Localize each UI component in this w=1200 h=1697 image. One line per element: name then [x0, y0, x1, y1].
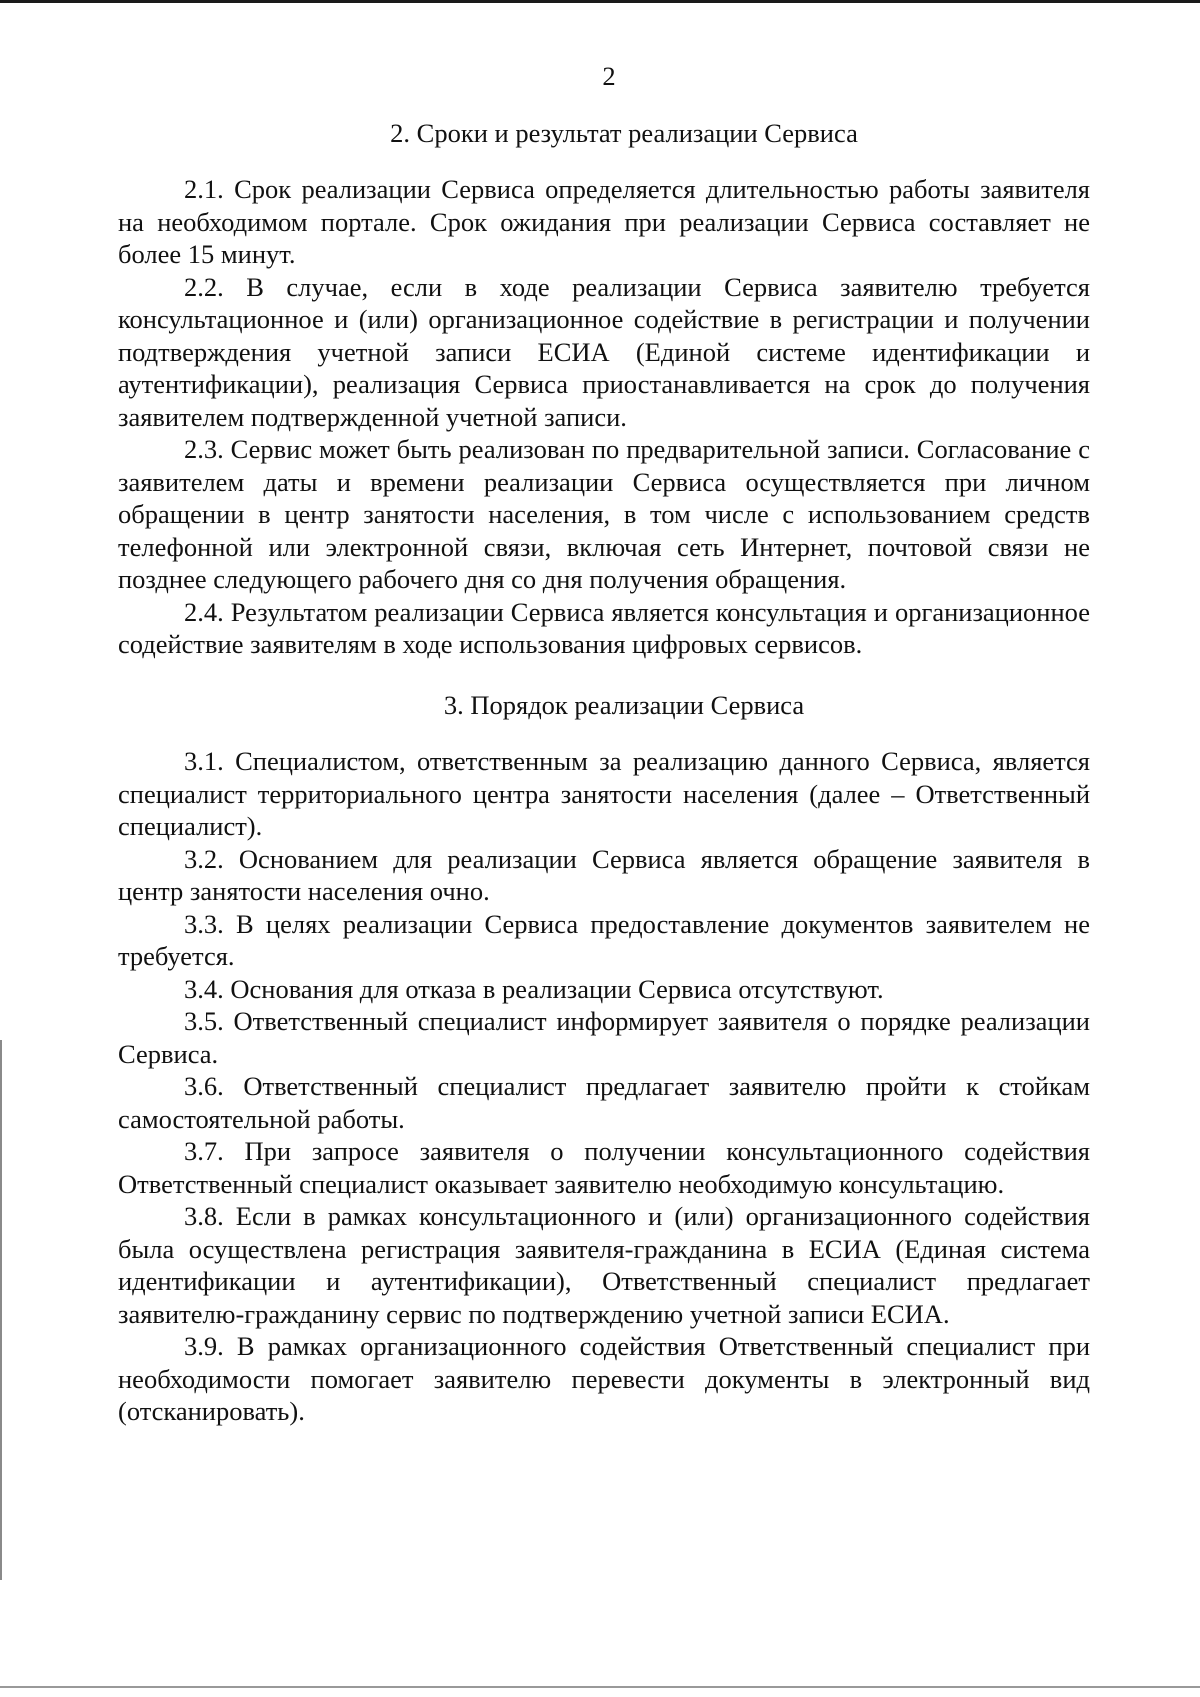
- section-heading-2: 2. Сроки и результат реализации Сервиса: [390, 117, 858, 148]
- paragraph-2-3: 2.3. Сервис может быть реализован по предварительной записи. Согласование с заявителем даты и времени реализации Сервиса осуществляется при личном обращении в центр занятости населения, в том числе с использованием средств телефонной или электронной связи, включая сеть Интернет, почтовой связи не позднее следующего рабочего дня со дня получения обращения.: [118, 434, 1090, 594]
- document-body: [118, 60, 1090, 1428]
- paragraph-3-5: 3.5. Ответственный специалист информирует заявителя о порядке реализации Сервиса.: [118, 1006, 1090, 1069]
- paragraph-3-4: 3.4. Основания для отказа в реализации Сервиса отсутствуют.: [184, 973, 884, 1004]
- paragraph-3-6: 3.6. Ответственный специалист предлагает заявителю пройти к стойкам самостоятельной работы.: [118, 1071, 1090, 1134]
- scan-left-edge: [0, 1040, 2, 1580]
- paragraph-2-1: 2.1. Срок реализации Сервиса определяется длительностью работы заявителя на необходимом портале. Срок ожидания при реализации Сервиса составляет не более 15 минут.: [118, 174, 1090, 269]
- paragraph-2-2: 2.2. В случае, если в ходе реализации Сервиса заявителю требуется консультационное и (или) организационное содействие в регистрации и получении подтверждения учетной записи ЕСИА (Единой системе идентификации и аутентификации), реализация Сервиса приостанавливается на срок до получения заявителем подтвержденной учетной записи.: [118, 271, 1090, 432]
- paragraph-3-9: 3.9. В рамках организационного содействия Ответственный специалист при необходимости помогает заявителю перевести документы в электронный вид (отсканировать).: [118, 1331, 1090, 1426]
- paragraph-3-3: 3.3. В целях реализации Сервиса предоставление документов заявителем не требуется.: [118, 908, 1090, 971]
- paragraph-2-4: 2.4. Результатом реализации Сервиса является консультация и организационное содействие заявителям в ходе использования цифровых сервисов.: [118, 596, 1090, 659]
- paragraph-3-1: 3.1. Специалистом, ответственным за реализацию данного Сервиса, является специалист территориального центра занятости населения (далее – Ответственный специалист).: [118, 746, 1090, 841]
- paragraph-3-8: 3.8. Если в рамках консультационного и (или) организационного содействия была осуществлена регистрация заявителя-гражданина в ЕСИА (Единая система идентификации и аутентификации), Ответственный специалист предлагает заявителю-гражданину сервис по подтверждению учетной записи ЕСИА.: [118, 1201, 1090, 1329]
- scan-bottom-line: [0, 1686, 1200, 1688]
- paragraph-3-2: 3.2. Основанием для реализации Сервиса является обращение заявителя в центр занятости населения очно.: [118, 843, 1090, 906]
- page-number: 2: [602, 61, 616, 91]
- scan-top-border: [0, 0, 1200, 3]
- section-heading-3: 3. Порядок реализации Сервиса: [443, 689, 805, 720]
- paragraph-3-7: 3.7. При запросе заявителя о получении консультационного содействия Ответственный специалист оказывает заявителю необходимую консультацию.: [118, 1136, 1090, 1199]
